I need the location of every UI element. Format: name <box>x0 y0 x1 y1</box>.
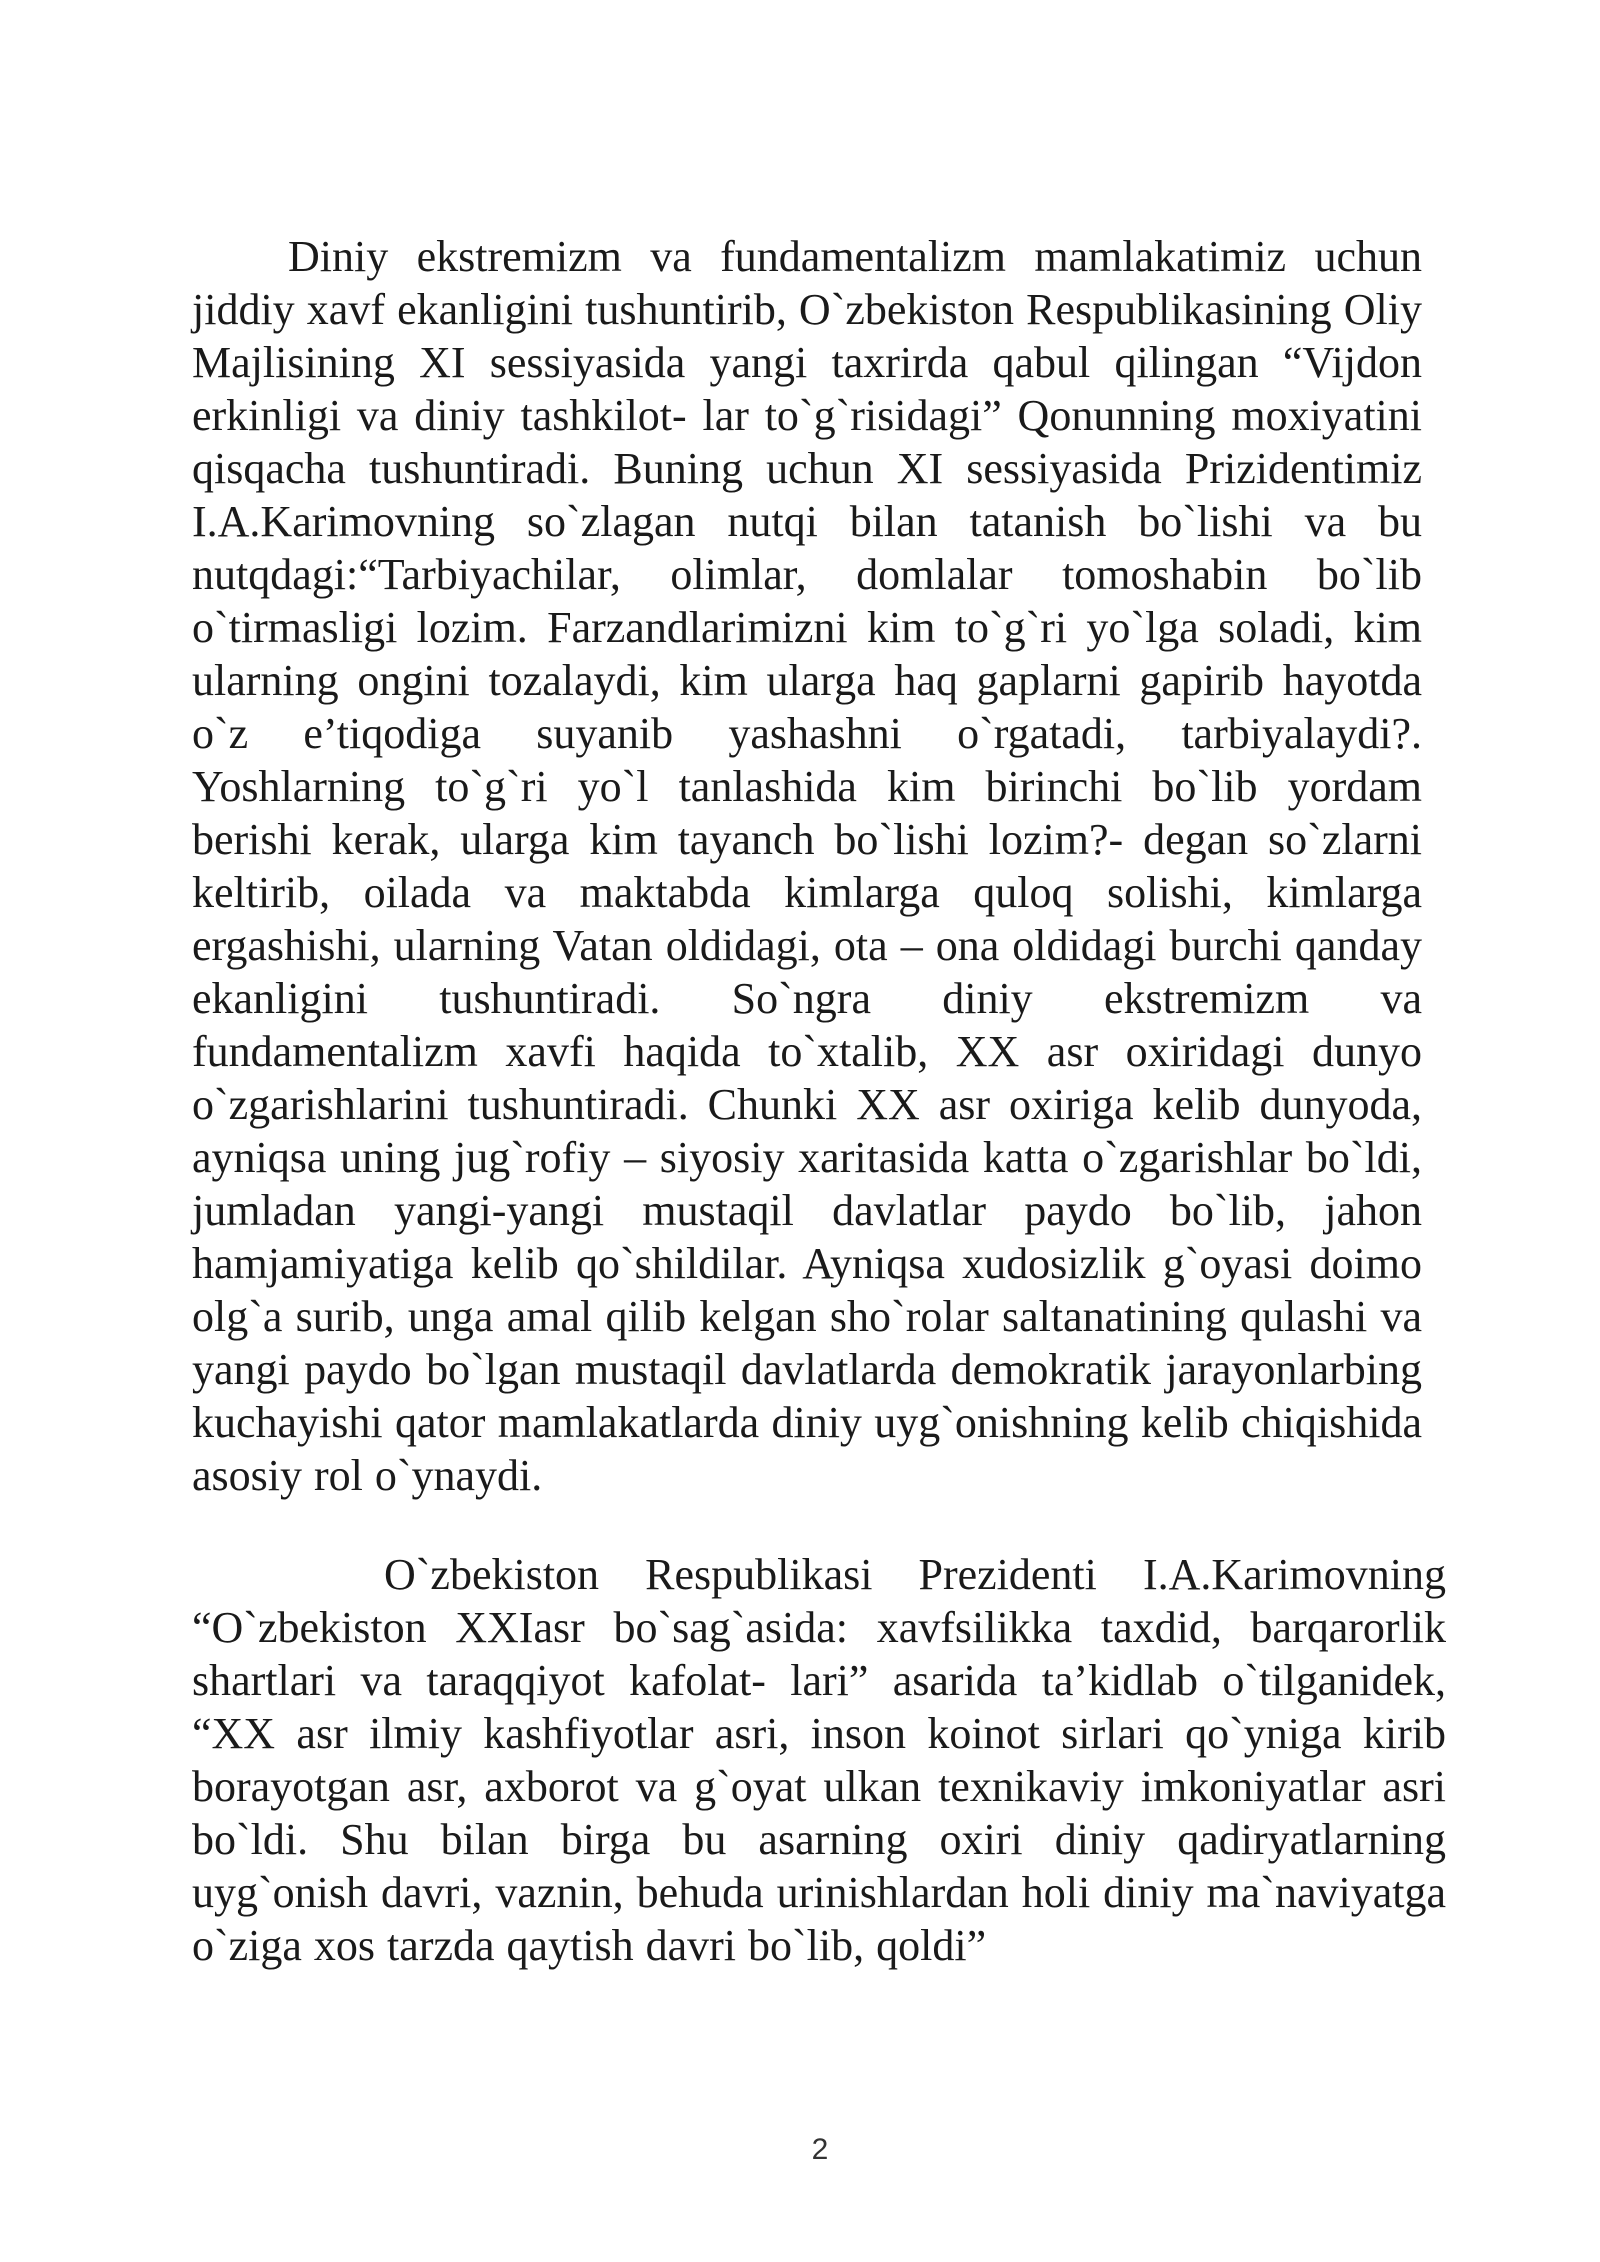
body-paragraph-1: Diniy ekstremizm va fundamentalizm mamlakatimiz uchun jiddiy xavf ekanligini tushuntirib, O`zbekiston Respublikasining Oliy Majlisining XI sessiyasida yangi taxrirda qabul qilingan “Vijdon erkinligi va diniy tashkilot- lar to`g`risidagi” Qonunning moxiyatini qisqacha tushuntiradi. Buning uchun XI sessiyasida Prizidentimiz I.A.Karimovning so`zlagan nutqi bilan tatanish bo`lishi va bu nutqdagi:“Tarbiyachilar, olimlar, domlalar tomoshabin bo`lib o`tirmasligi lozim. Farzandlarimizni kim to`g`ri yo`lga soladi, kim ularning ongini tozalaydi, kim ularga haq gaplarni gapirib hayotda o`z e’tiqodiga suyanib yashashni o`rgatadi, tarbiyalaydi?. Yoshlarning to`g`ri yo`l tanlashida kim birinchi bo`lib yordam berishi kerak, ularga kim tayanch bo`lishi lozim?- degan so`zlarni keltirib, oilada va maktabda kimlarga quloq solishi, kimlarga ergashishi, ularning Vatan oldidagi, ota – ona oldidagi burchi qanday ekanligini tushuntiradi. So`ngra diniy ekstremizm va fundamentalizm xavfi haqida to`xtalib, XX asr oxiridagi dunyo o`zgarishlarini tushuntiradi. Chunki XX asr oxiriga kelib dunyoda, ayniqsa uning jug`rofiy – siyosiy xaritasida katta o`zgarishlar bo`ldi, jumladan yangi-yangi mustaqil davlatlar paydo bo`lib, jahon hamjamiyatiga kelib qo`shildilar. Ayniqsa xudosizlik g`oyasi doimo olg`a surib, unga amal qilib kelgan sho`rolar saltanatining qulashi va yangi paydo bo`lgan mustaqil davlatlarda demokratik jarayonlarbing kuchayishi qator mamlakatlarda diniy uyg`onishning kelib chiqishida asosiy rol o`ynaydi. <box>192 232 1422 1500</box>
body-paragraph-2: O`zbekiston Respublikasi Prezidenti I.A.Karimovning “O`zbekiston XXIasr bo`sag`asida: xavfsilikka taxdid, barqarorlik shartlari va taraqqiyot kafolat- lari” asarida ta’kidlab o`tilganidek, “XX asr ilmiy kashfiyotlar asri, inson koinot sirlari qo`yniga kirib borayotgan asr, axborot va g`oyat ulkan texnikaviy imkoniyatlar asri bo`ldi. Shu bilan birga bu asarning oxiri diniy qadiryatlarning uyg`onish davri, vaznin, behuda urinishlardan holi diniy ma`naviyatga o`ziga xos tarzda qaytish davri bo`lib, qoldi” <box>192 1550 1446 1970</box>
page-number: 2 <box>811 2133 829 2166</box>
